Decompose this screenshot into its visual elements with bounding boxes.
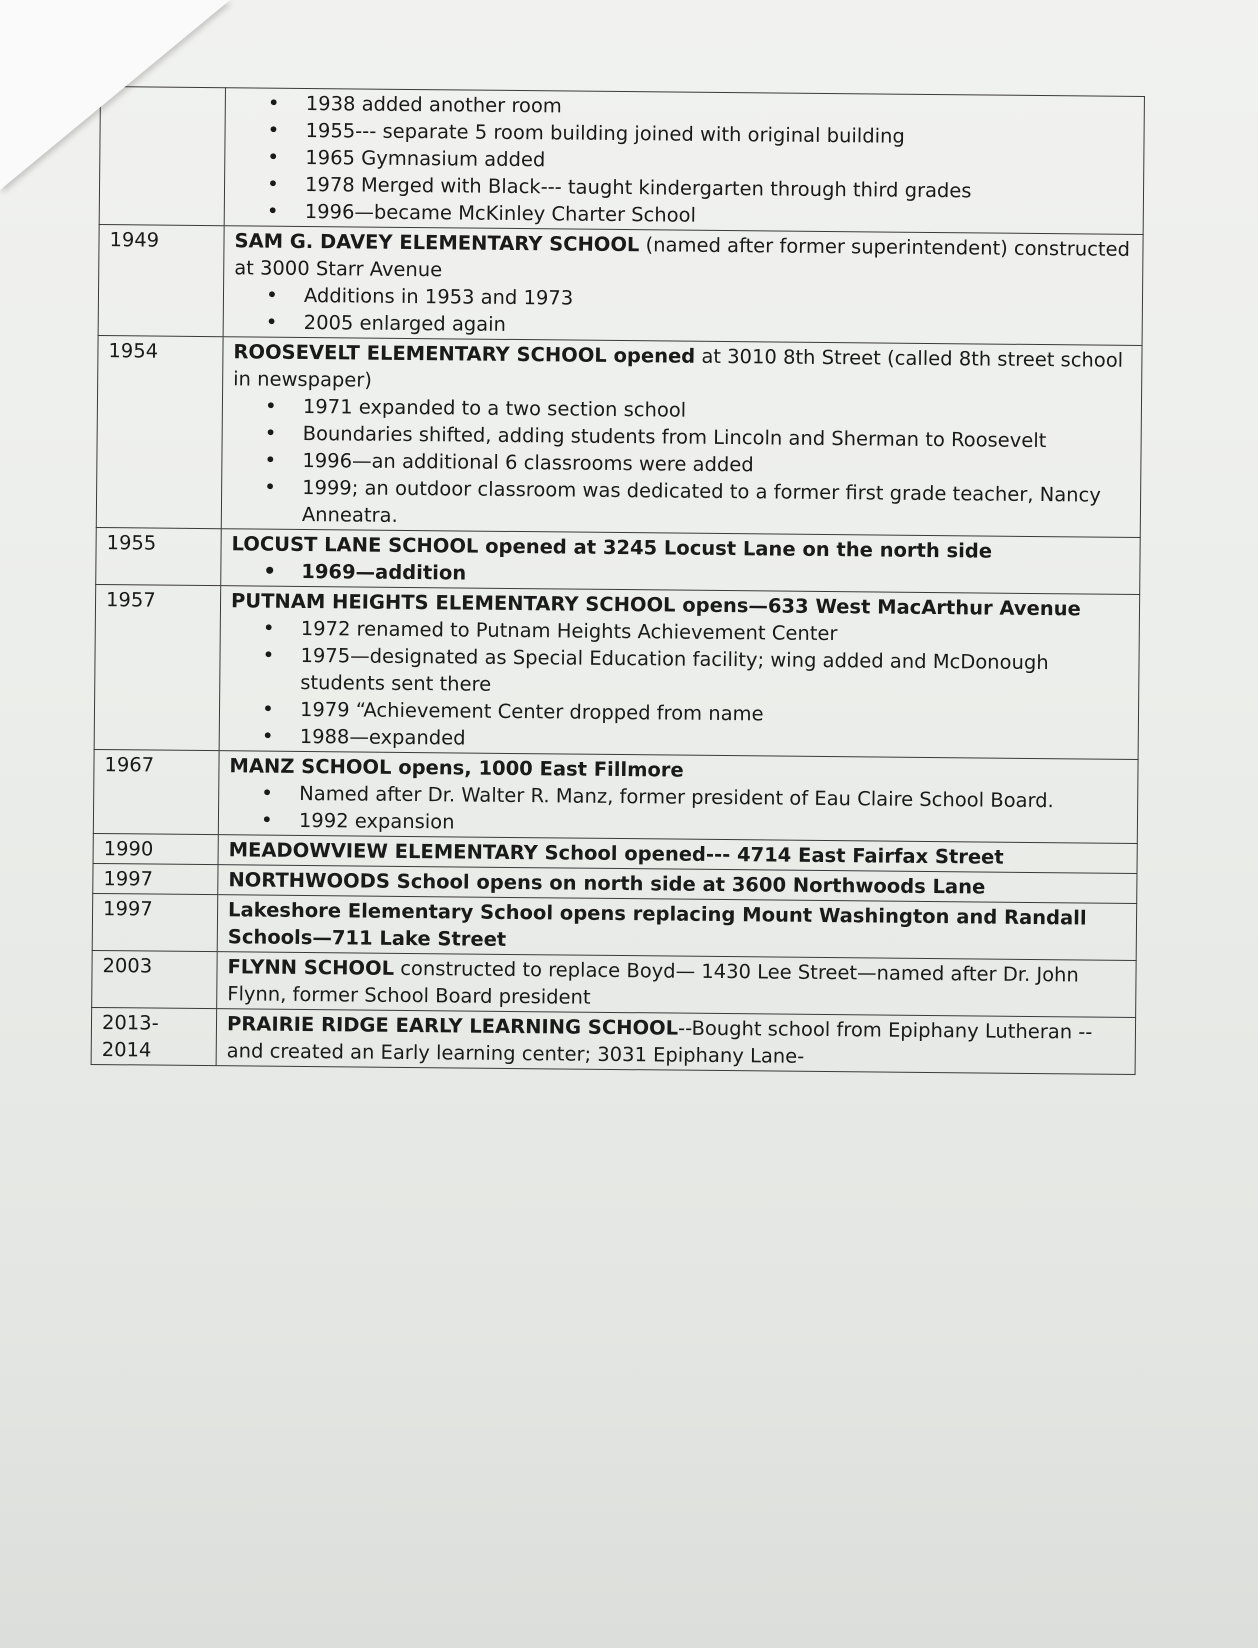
list-item: • 1965 Gymnasium added (305, 144, 1135, 179)
event-cell (216, 1009, 1136, 1075)
school-name: MEADOWVIEW ELEMENTARY School opened--- 4714 East Fairfax Street (228, 838, 1004, 869)
table-row (96, 335, 1142, 537)
event-heading (234, 227, 1134, 290)
table-row (92, 893, 1136, 960)
list-item: • 1999; an outdoor classroom was dedicated to a former first grade teacher, Nancy Anneatra. (302, 474, 1132, 536)
school-name: PUTNAM HEIGHTS ELEMENTARY SCHOOL opens—633 West MacArthur Avenue (230, 589, 1081, 621)
document-page (91, 86, 1145, 1075)
list-item: • 1978 Merged with Black--- taught kindergarten through third grades (305, 171, 1135, 206)
event-cell (223, 226, 1143, 346)
year-cell: 1955 (96, 527, 222, 585)
year-cell: 1997 (92, 893, 218, 951)
list-item: • 1979 “Achievement Center dropped from name (300, 696, 1130, 731)
list-item: • Additions in 1953 and 1973 (304, 282, 1134, 317)
event-cell (218, 751, 1138, 844)
list-item: • Boundaries shifted, adding students from Lincoln and Sherman to Roosevelt (303, 420, 1133, 455)
list-item: • 1988—expanded (300, 723, 1130, 758)
year-cell: 1949 (98, 224, 224, 336)
page-corner-fold (0, 0, 230, 190)
year-cell: 1967 (93, 749, 219, 834)
list-item: • 1996—an additional 6 classrooms were added (302, 447, 1132, 482)
event-cell (219, 586, 1140, 760)
table-row (96, 527, 1140, 594)
school-name: ROOSEVELT ELEMENTARY SCHOOL opened (233, 340, 696, 368)
table-row (92, 950, 1136, 1017)
school-name: PRAIRIE RIDGE EARLY LEARNING SCHOOL (226, 1012, 679, 1040)
list-item: • 1969—addition (301, 558, 1131, 593)
event-detail: constructed to replace Boyd— 1430 Lee Street—named after Dr. John Flynn, former School Board president (227, 956, 1079, 1009)
list-item: • 1996—became McKinley Charter School (305, 198, 1135, 233)
event-bullets (229, 779, 1129, 842)
list-item: • 1992 expansion (299, 807, 1129, 842)
list-item: • Named after Dr. Walter R. Manz, former president of Eau Claire School Board. (299, 780, 1129, 815)
event-bullets (234, 281, 1134, 344)
event-cell (217, 952, 1137, 1018)
list-item: • 1955--- separate 5 room building joined with original building (305, 117, 1135, 152)
event-detail: at 3010 8th Street (called 8th street school in newspaper) (233, 344, 1124, 392)
year-cell: 1957 (94, 584, 221, 750)
school-timeline-table (91, 86, 1145, 1075)
table-row (98, 224, 1143, 345)
event-cell (217, 895, 1137, 961)
year-cell: 1997 (93, 863, 218, 894)
event-bullets (232, 392, 1133, 536)
list-item: • 1938 added another room (306, 90, 1136, 125)
list-item: • 1972 renamed to Putnam Heights Achievement Center (301, 615, 1131, 650)
year-cell: 2013-2014 (91, 1007, 217, 1065)
school-name: LOCUST LANE SCHOOL opened at 3245 Locust Lane on the north side (231, 532, 993, 563)
year-cell: 2003 (92, 950, 218, 1008)
year-cell: 1954 (96, 335, 223, 528)
table-row (99, 87, 1144, 235)
school-name: Lakeshore Elementary School opens replacing Mount Washington and Randall Schools—711 Lake Street (227, 898, 1087, 951)
school-name: SAM G. DAVEY ELEMENTARY SCHOOL (234, 229, 640, 257)
event-heading (233, 338, 1133, 401)
school-name: MANZ SCHOOL opens, 1000 East Fillmore (229, 754, 684, 782)
event-cell (221, 337, 1142, 538)
school-name: NORTHWOODS School opens on north side at 3600 Northwoods Lane (228, 868, 986, 899)
table-row (91, 1007, 1135, 1074)
event-detail: --Bought school from Epiphany Lutheran --and created an Early learning center; 3031 Epiphany Lane- (226, 1016, 1093, 1068)
list-item: • 1971 expanded to a two section school (303, 393, 1133, 428)
year-cell: 1990 (93, 833, 218, 864)
event-heading (227, 1010, 1127, 1073)
event-heading (228, 896, 1128, 959)
table-row (94, 584, 1140, 759)
event-cell (224, 88, 1144, 235)
list-item: • 2005 enlarged again (304, 309, 1134, 344)
event-bullets (235, 89, 1136, 233)
event-detail: (named after former superintendent) constructed at 3000 Starr Avenue (234, 233, 1131, 282)
table-row (93, 749, 1138, 843)
event-cell (221, 529, 1141, 595)
event-heading (227, 953, 1127, 1016)
list-item: • 1975—designated as Special Education facility; wing added and McDonough students sent there (300, 642, 1130, 704)
event-bullets (230, 614, 1131, 758)
school-name: FLYNN SCHOOL (227, 955, 395, 980)
